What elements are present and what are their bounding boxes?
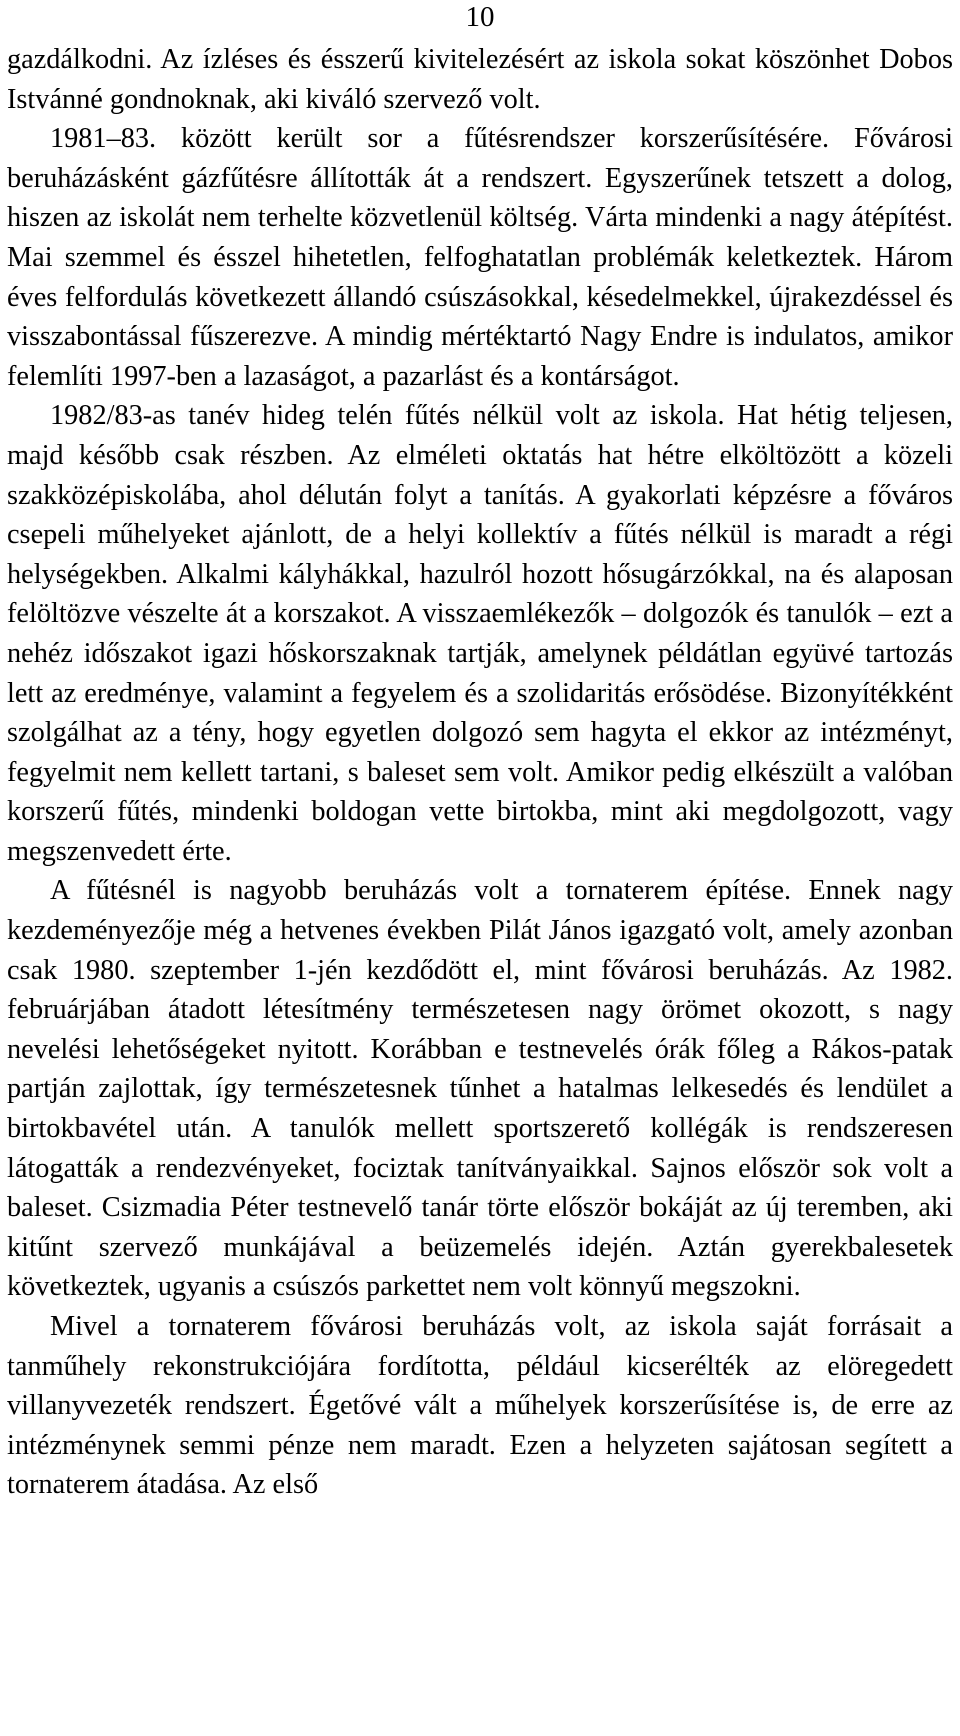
page-number: 10 xyxy=(465,1,495,33)
paragraph: Mivel a tornaterem fővárosi beruházás volt, az iskola saját forrásait a tanműhely rekonstrukciójára fordította, például kicserélték az elöregedett villanyvezeték rendszert. Égetővé vált a műhelyek korszerűsítése is, de erre az intézménynek semmi pénze nem maradt. Ezen a helyzeten sajátosan segített a tornaterem átadása. Az első xyxy=(7,1311,953,1501)
paragraph: A fűtésnél is nagyobb beruházás volt a tornaterem építése. Ennek nagy kezdeményezője még a hetvenes években Pilát János igazgató volt, amely azonban csak 1980. szeptember 1-jén kezdődött el, mint fővárosi beruházás. Az 1982. februárjában átadott létesítmény természetesen nagy örömet okozott, s nagy nevelési lehetőségeket nyitott. Korábban e testnevelés órák főleg a Rákos-patak partján zajlottak, így természetesnek tűnhet a hatalmas lelkesedés és lendület a birtokbavétel után. A tanulók mellett sportszerető kollégák is rendszeresen látogatták a rendezvényeket, fociztak tanítványaikkal. Sajnos először sok volt a baleset. Csizmadia Péter testnevelő tanár törte először bokáját az új teremben, aki kitűnt szervező munkájával a beüzemelés idején. Aztán gyerekbalesetek következtek, ugyanis a csúszós parkettet nem volt könnyű megszokni. xyxy=(7,875,953,1303)
paragraph: 1981–83. között került sor a fűtésrendszer korszerűsítésére. Fővárosi beruházásként gázfűtésre állították át a rendszert. Egyszerűnek tetszett a dolog, hiszen az iskolát nem terhelte közvetlenül költség. Várta mindenki a nagy átépítést. Mai szemmel és ésszel hihetetlen, felfoghatatlan problémák keletkeztek. Három éves felfordulás következett állandó csúszásokkal, késedelmekkel, újrakezdéssel és visszabontással fűszerezve. A mindig mértéktartó Nagy Endre is indulatos, amikor felemlíti 1997-ben a lazaságot, a pazarlást és a kontárságot. xyxy=(7,123,953,392)
paragraph: 1982/83-as tanév hideg telén fűtés nélkül volt az iskola. Hat hétig teljesen, majd később csak részben. Az elméleti oktatás hat hétre elköltözött a közeli szakközépiskolába, ahol délután folyt a tanítás. A gyakorlati képzésre a főváros csepeli műhelyeket ajánlott, de a helyi kollektív a fűtés nélkül is maradt a régi helységekben. Alkalmi kályhákkal, hazulról hozott hősugárzókkal, na és alaposan felöltözve vészelte át a korszakot. A visszaemlékezők – dolgozók és tanulók – ezt a nehéz időszakot igazi hőskorszaknak tartják, amelynek példátlan együvé tartozás lett az eredménye, valamint a fegyelem és a szolidaritás erősödése. Bizonyítékként szolgálhat az a tény, hogy egyetlen dolgozó sem hagyta el ekkor az intézményt, fegyelmit nem kellett tartani, s baleset sem volt. Amikor pedig elkészült a valóban korszerű fűtés, mindenki boldogan vette birtokba, mint aki megdolgozott, vagy megszenvedett érte. xyxy=(7,400,953,867)
paragraph: gazdálkodni. Az ízléses és ésszerű kivitelezésért az iskola sokat köszönhet Dobos Istvánné gondnoknak, aki kiváló szervező volt. xyxy=(7,44,953,115)
page-text xyxy=(7,40,953,1505)
